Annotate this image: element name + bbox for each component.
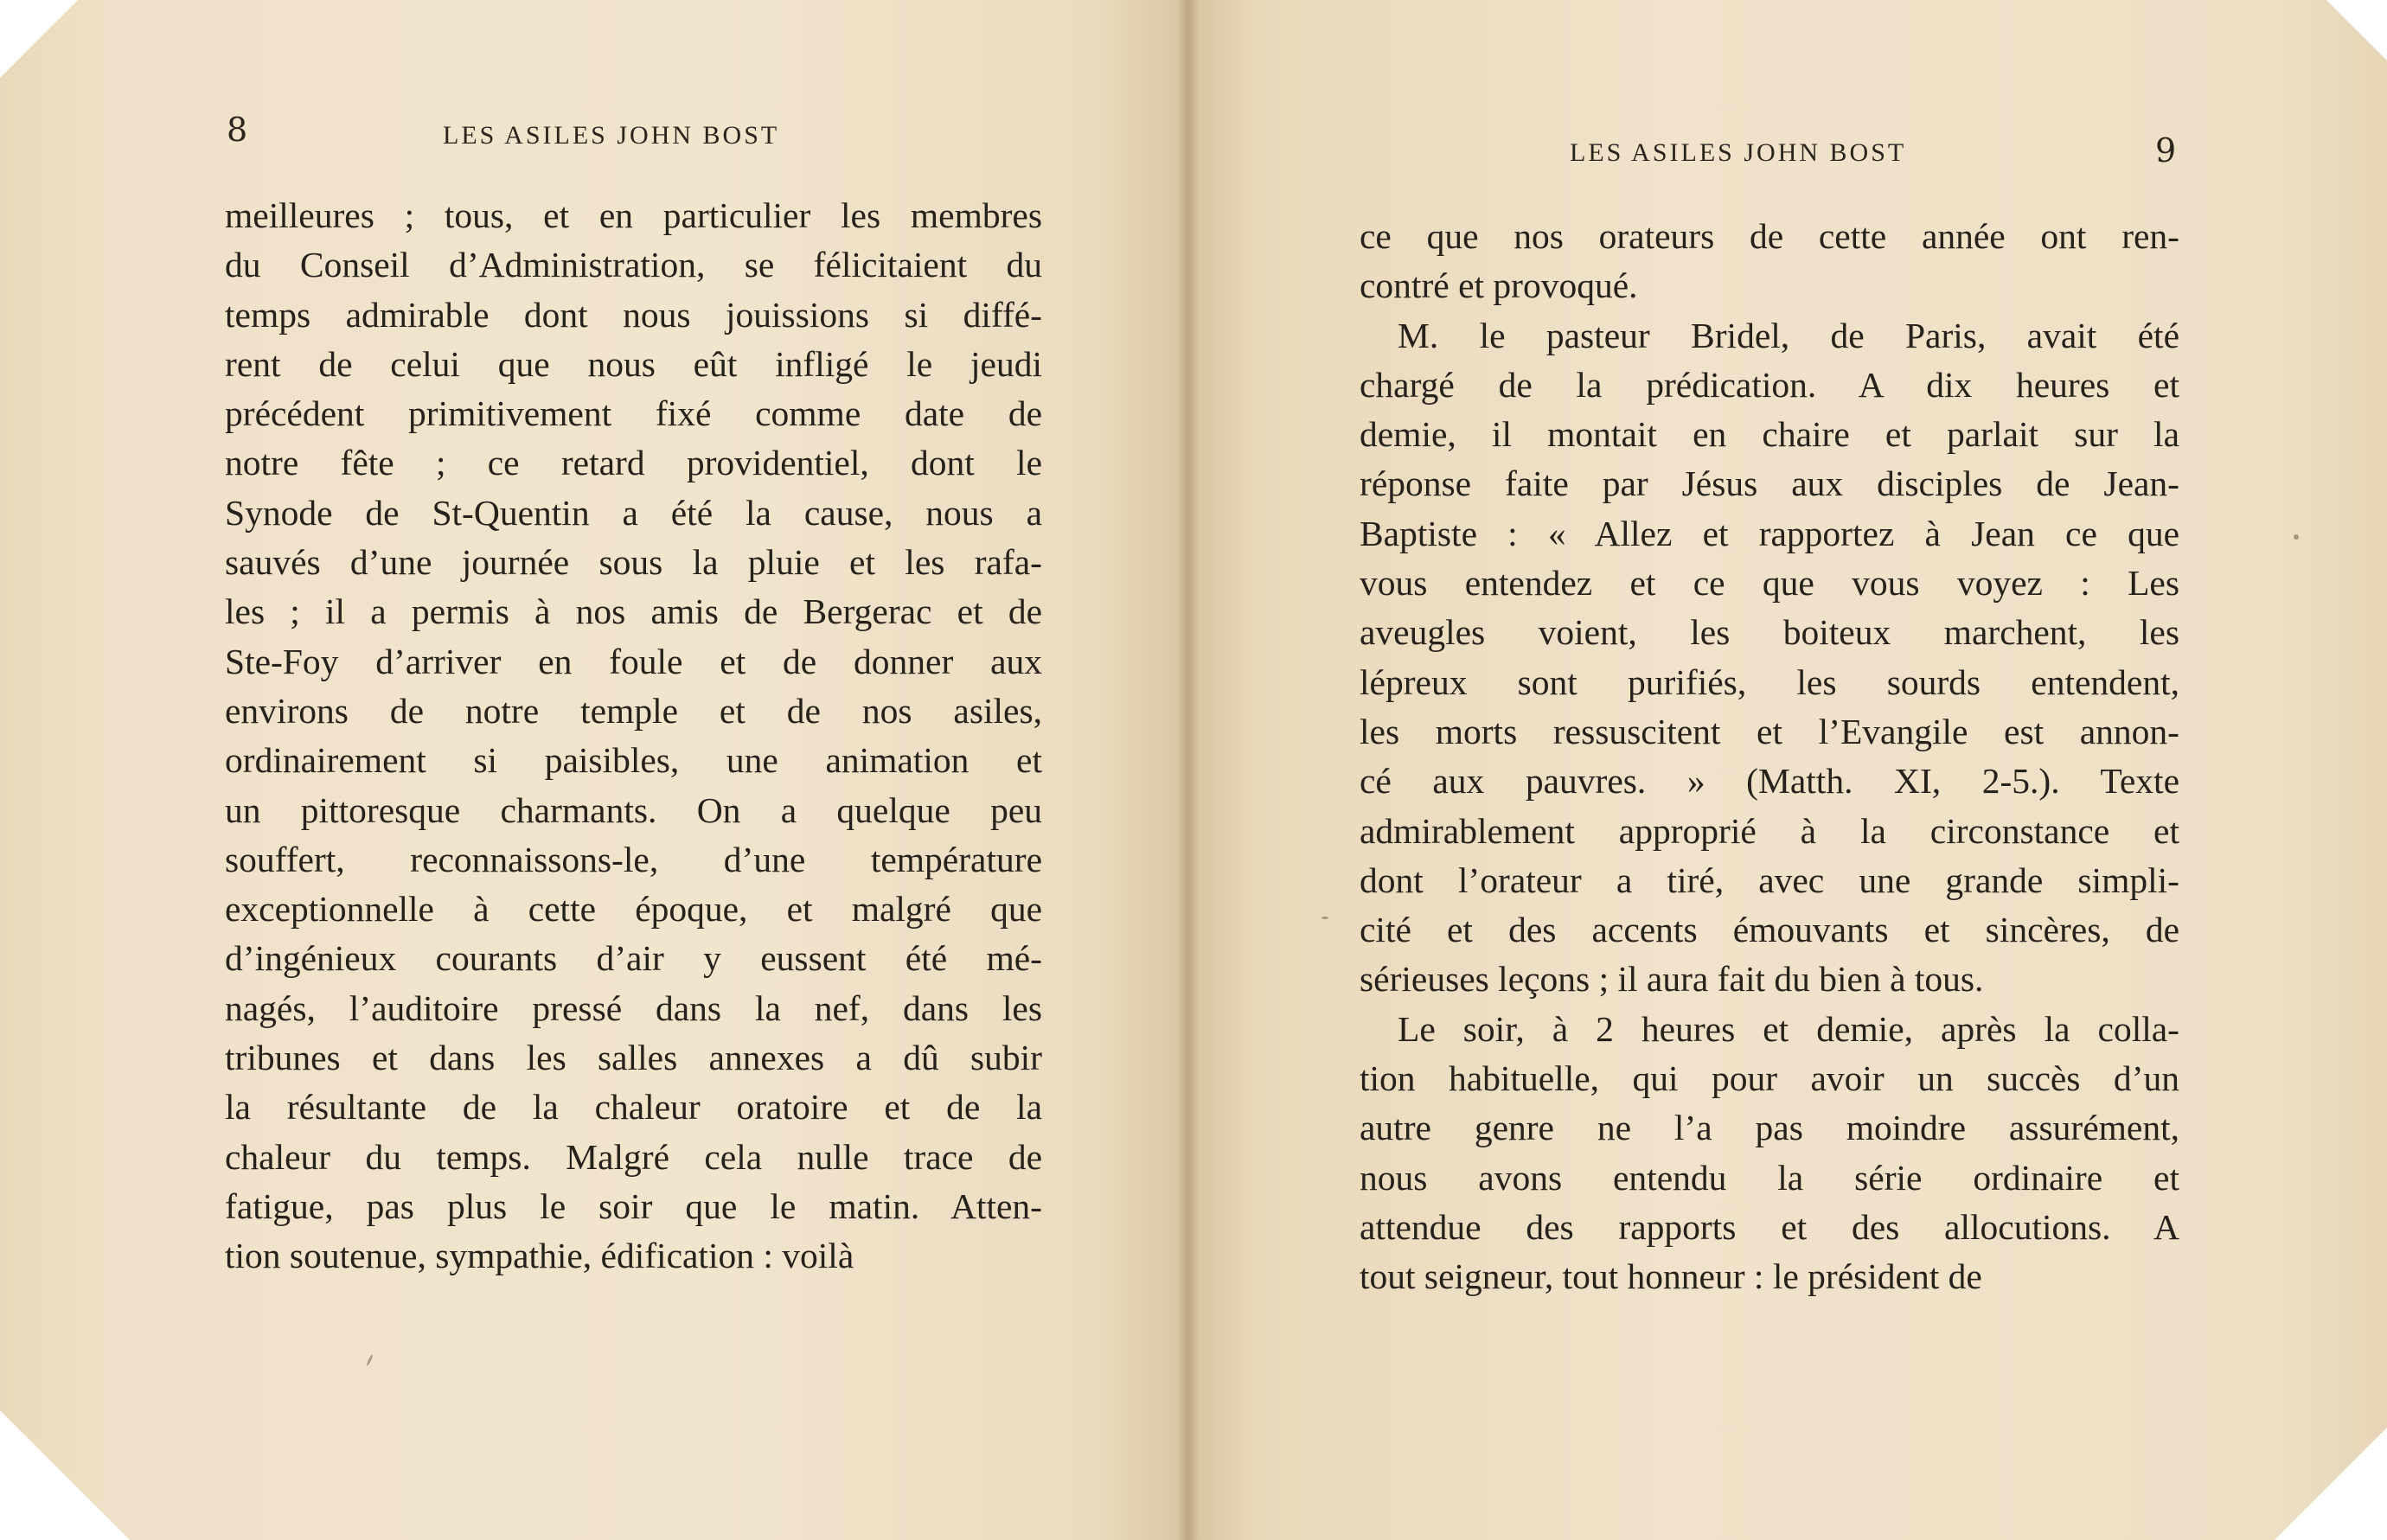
scan-speck: [1321, 917, 1328, 919]
text-line: Ste-Foy d’arriver en foule et de donner aux: [225, 641, 1042, 681]
text-line: M. le pasteur Bridel, de Paris, avait été: [1398, 315, 2179, 355]
text-line: contré et provoqué.: [1360, 265, 1638, 306]
text-line: cité et des accents émouvants et sincères, de: [1360, 910, 2179, 950]
scan-speck: [2294, 534, 2299, 540]
text-line: nous avons entendu la série ordinaire et: [1360, 1157, 2179, 1198]
text-line: la résultante de la chaleur oratoire et de la: [225, 1087, 1042, 1128]
text-line: les ; il a permis à nos amis de Bergerac et de: [225, 591, 1042, 632]
text-line: d’ingénieux courants d’air y eussent été mé-: [225, 938, 1042, 979]
text-line: lépreux sont purifiés, les sourds entendent,: [1360, 661, 2179, 702]
text-line: environs de notre temple et de nos asiles,: [225, 690, 1042, 731]
text-line: chaleur du temps. Malgré cela nulle trace de: [225, 1136, 1042, 1177]
text-line: demie, il montait en chaire et parlait sur la: [1360, 414, 2179, 455]
text-line: ordinairement si paisibles, une animation et: [225, 740, 1042, 781]
page-corner: [0, 0, 78, 78]
text-line: Le soir, à 2 heures et demie, après la colla-: [1398, 1008, 2179, 1049]
text-line: fatigue, pas plus le soir que le matin. Atten-: [225, 1185, 1042, 1226]
page-corner: [0, 1410, 130, 1540]
text-line: aveugles voient, les boiteux marchent, les: [1360, 612, 2179, 653]
text-line: chargé de la prédication. A dix heures et: [1360, 364, 2179, 405]
text-line: tribunes et dans les salles annexes a dû subir: [225, 1038, 1042, 1078]
text-line: Synode de St-Quentin a été la cause, nous a: [225, 492, 1042, 533]
text-line: souffert, reconnaissons-le, d’une température: [225, 839, 1042, 879]
text-line: admirablement approprié à la circonstance et: [1360, 810, 2179, 851]
text-line: temps admirable dont nous jouissions si diffé-: [225, 294, 1042, 335]
body-text: [1360, 212, 2179, 1302]
book-gutter: [1176, 0, 1199, 1540]
right-page: [1187, 0, 2387, 1540]
text-line: ce que nos orateurs de cette année ont ren-: [1360, 216, 2179, 256]
text-line: exceptionnelle à cette époque, et malgré que: [225, 889, 1042, 930]
text-line: précédent primitivement fixé comme date de: [225, 393, 1042, 434]
text-line: tout seigneur, tout honneur : le président de: [1360, 1256, 1982, 1297]
text-line: rent de celui que nous eût infligé le jeudi: [225, 343, 1042, 384]
page-corner: [2275, 1428, 2387, 1540]
text-line: notre fête ; ce retard providentiel, dont le: [225, 443, 1042, 483]
text-line: les morts ressuscitent et l’Evangile est annon-: [1360, 711, 2179, 751]
running-head: LES ASILES JOHN BOST: [1570, 138, 1907, 167]
running-head: LES ASILES JOHN BOST: [443, 121, 780, 150]
text-line: dont l’orateur a tiré, avec une grande simpli-: [1360, 859, 2179, 900]
text-line: autre genre ne l’a pas moindre assurément,: [1360, 1108, 2179, 1148]
text-line: sérieuses leçons ; il aura fait du bien à tous.: [1360, 959, 1984, 1000]
text-line: réponse faite par Jésus aux disciples de Jean-: [1360, 463, 2179, 504]
text-line: meilleures ; tous, et en particulier les membres: [225, 195, 1042, 235]
text-line: un pittoresque charmants. On a quelque peu: [225, 789, 1042, 830]
body-text: [225, 191, 1042, 1281]
page-corner: [2326, 0, 2387, 61]
text-line: tion habituelle, qui pour avoir un succès d’un: [1360, 1058, 2179, 1099]
text-line: cé aux pauvres. » (Matth. XI, 2-5.). Texte: [1360, 761, 2179, 802]
text-line: tion soutenue, sympathie, édification : voilà: [225, 1236, 854, 1276]
text-line: vous entendez et ce que vous voyez : Les: [1360, 563, 2179, 604]
left-page: [0, 0, 1187, 1540]
text-line: nagés, l’auditoire pressé dans la nef, dans les: [225, 987, 1042, 1028]
text-line: du Conseil d’Administration, se félicitaient du: [225, 245, 1042, 285]
page-number: 9: [2155, 131, 2177, 169]
text-line: sauvés d’une journée sous la pluie et les rafa-: [225, 542, 1042, 583]
text-line: attendue des rapports et des allocutions. A: [1360, 1206, 2179, 1247]
page-number: 8: [227, 111, 248, 149]
text-line: Baptiste : « Allez et rapportez à Jean ce que: [1360, 513, 2179, 553]
